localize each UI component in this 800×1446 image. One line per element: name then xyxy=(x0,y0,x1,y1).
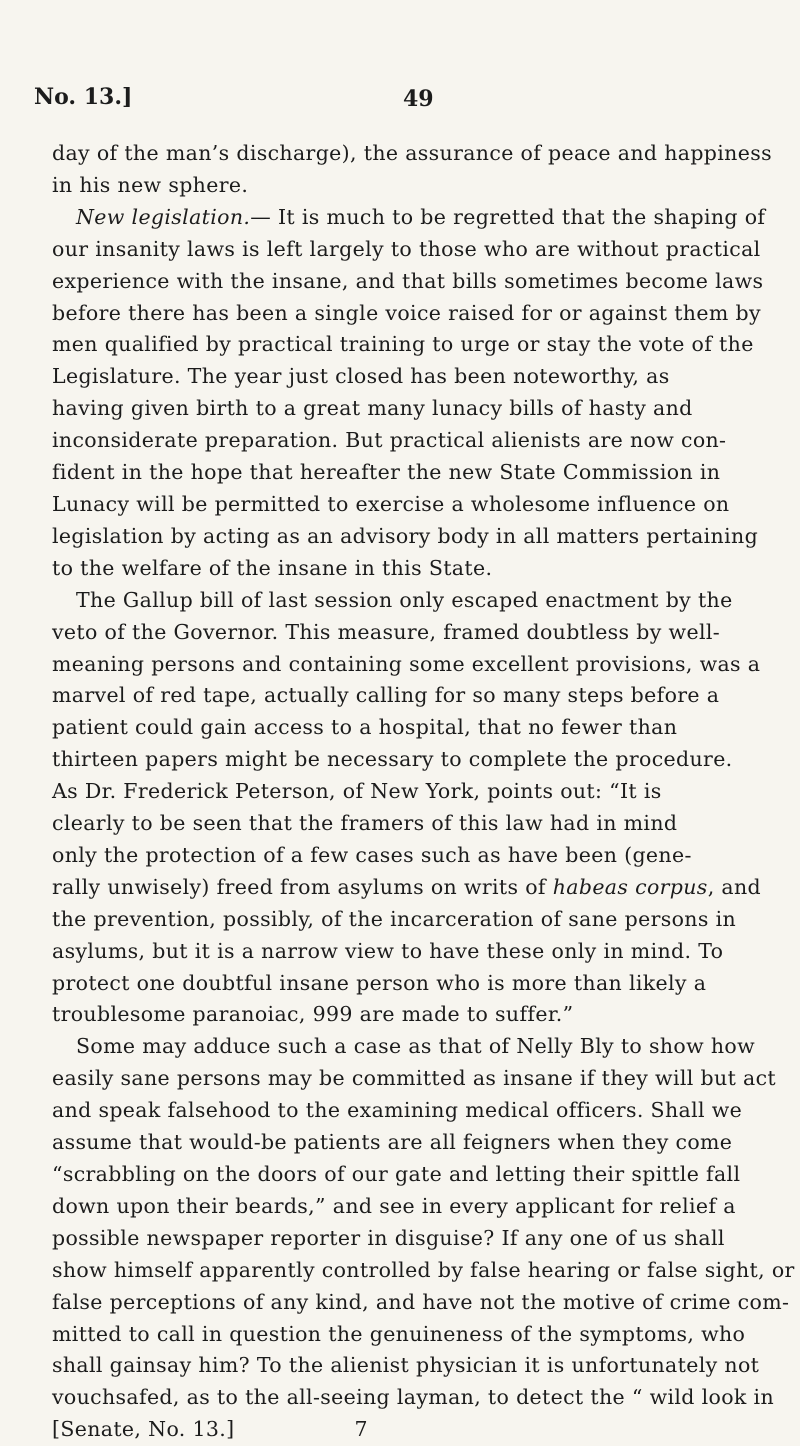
text-line: day of the man’s discharge), the assurance of peace and happiness xyxy=(52,141,772,165)
text-line: having given birth to a great many lunacy bills of hasty and xyxy=(52,396,693,421)
paragraph-start-line xyxy=(52,202,772,234)
text-line: experience with the insane, and that bills sometimes become laws xyxy=(52,268,764,293)
text-line: only the protection of a few cases such as have been (gene- xyxy=(52,842,692,867)
text-line: clearly to be seen that the framers of this law had in mind xyxy=(52,811,678,836)
text-line: our insanity laws is left largely to those who are without practical xyxy=(52,236,761,261)
text-line: meaning persons and containing some excellent provisions, was a xyxy=(52,651,761,676)
text-line: possible newspaper reporter in disguise? If any one of us shall xyxy=(52,1225,725,1250)
text-line xyxy=(52,872,772,904)
footer-document-reference: [Senate, No. 13.] xyxy=(52,1417,235,1442)
page-footer xyxy=(52,1414,772,1446)
text-line: legislation by acting as an advisory body in all matters pertaining xyxy=(52,523,759,548)
text-line: Legislature. The year just closed has been noteworthy, as xyxy=(52,364,670,389)
text-line: “scrabbling on the doors of our gate and letting their spittle fall xyxy=(52,1162,741,1186)
paragraph-start-line: Some may adduce such a case as that of Nelly Bly to show how xyxy=(76,1034,756,1059)
text-line: before there has been a single voice raised for or against them by xyxy=(52,300,761,325)
text-line: to the welfare of the insane in this State. xyxy=(52,555,493,580)
text-line: Lunacy will be permitted to exercise a wholesome influence on xyxy=(52,491,730,516)
text-line: inconsiderate preparation. But practical alienists are now con- xyxy=(52,428,727,453)
text-line: in his new sphere. xyxy=(52,172,249,197)
document-number: No. 13.] xyxy=(34,84,133,110)
text-line: men qualified by practical training to urge or stay the vote of the xyxy=(52,332,754,357)
text-line: assume that would-be patients are all feigners when they come xyxy=(52,1130,733,1155)
text-line: shall gainsay him? To the alienist physician it is unfortunately not xyxy=(52,1353,760,1378)
text-line: patient could gain access to a hospital, that no fewer than xyxy=(52,715,678,740)
signature-mark: 7 xyxy=(354,1417,368,1442)
text-line-start: rally unwisely) freed from asylums on writs of xyxy=(52,874,553,899)
page-body xyxy=(52,138,795,1446)
text-line: mitted to call in question the genuineness of the symptoms, who xyxy=(52,1321,746,1346)
text-line-rest: , and xyxy=(707,874,762,899)
text-line: and speak falsehood to the examining medical officers. Shall we xyxy=(52,1098,743,1123)
latin-term-italic: habeas corpus xyxy=(552,874,708,899)
text-line: easily sane persons may be committed as insane if they will but act xyxy=(52,1066,777,1091)
text-line: down upon their beards,” and see in every applicant for relief a xyxy=(52,1193,736,1218)
page-number: 49 xyxy=(403,86,434,112)
text-line: show himself apparently controlled by false hearing or false sight, or xyxy=(52,1257,795,1282)
text-line: the prevention, possibly, of the incarceration of sane persons in xyxy=(52,906,737,931)
text-line: asylums, but it is a narrow view to have these only in mind. To xyxy=(52,938,724,963)
text-line: false perceptions of any kind, and have not the motive of crime com- xyxy=(52,1289,790,1314)
text-line: fident in the hope that hereafter the new State Commission in xyxy=(52,460,721,485)
text-line: vouchsafed, as to the all-seeing layman, to detect the “ wild look in xyxy=(52,1385,775,1410)
text-line: veto of the Governor. This measure, framed doubtless by well- xyxy=(52,619,721,644)
text-line: protect one doubtful insane person who is more than likely a xyxy=(52,970,707,995)
page-header xyxy=(34,84,740,114)
text-line: marvel of red tape, actually calling for so many steps before a xyxy=(52,683,720,708)
text-line-rest: — It is much to be regretted that the shaping of xyxy=(250,204,766,229)
paragraph-start-line: The Gallup bill of last session only escaped enactment by the xyxy=(76,587,733,612)
section-heading-italic: New legislation. xyxy=(76,204,251,229)
text-line: As Dr. Frederick Peterson, of New York, points out: “It is xyxy=(52,779,662,804)
text-line: troublesome paranoiac, 999 are made to suffer.” xyxy=(52,1002,574,1027)
text-line: thirteen papers might be necessary to complete the procedure. xyxy=(52,747,733,772)
